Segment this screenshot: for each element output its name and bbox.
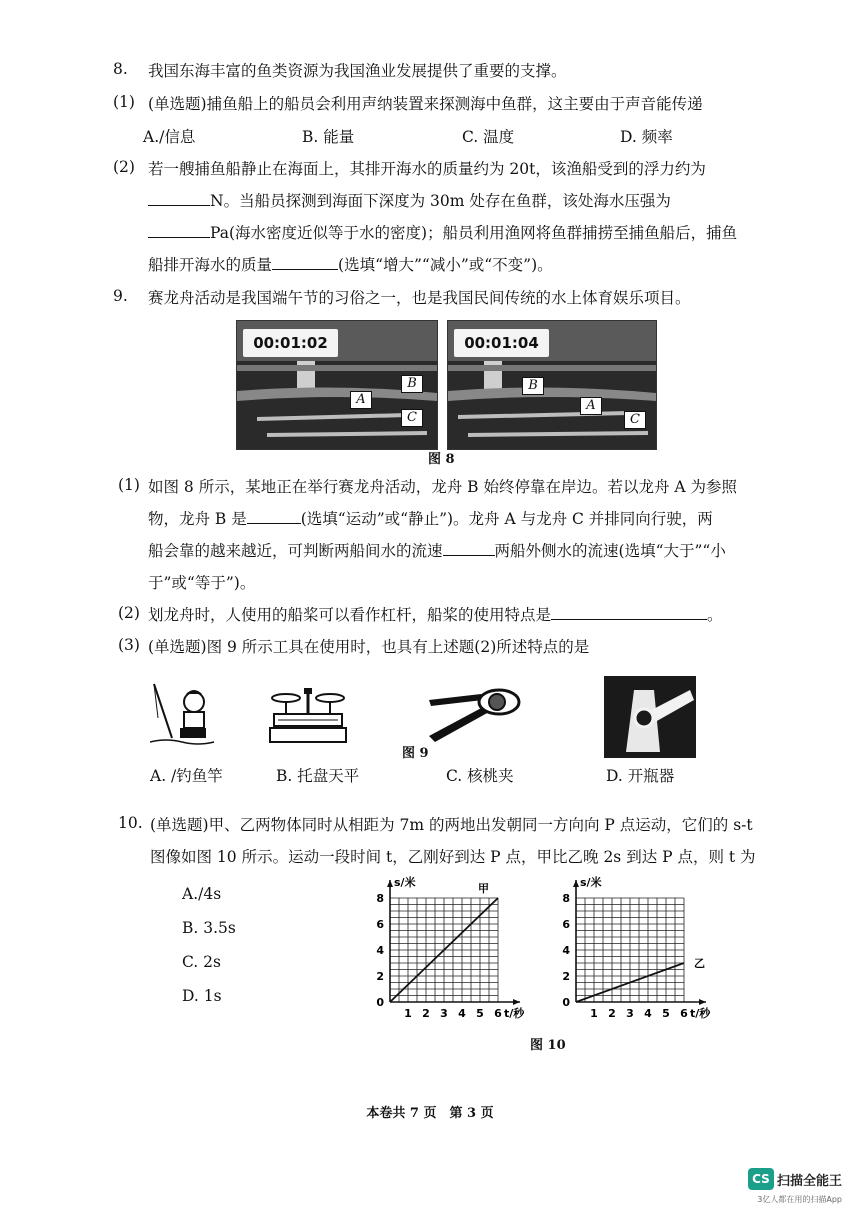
q9-1-line2b: (选填“运动”或“静止”)。龙舟 A 与龙舟 C 并排同向行驶，两	[300, 510, 713, 528]
x-tick-label: 3	[626, 1007, 634, 1020]
q9-2-number: (2)	[118, 604, 140, 622]
y-axis-label: s/米	[394, 876, 416, 889]
answer-blank[interactable]	[443, 540, 495, 556]
q8-1-option-a: A./信息	[143, 128, 196, 146]
q9-number: 9.	[113, 287, 128, 305]
q8-2-line4-text: 船排开海水的质量	[148, 256, 273, 274]
y-tick-label: 4	[376, 944, 384, 957]
answer-blank[interactable]	[148, 190, 210, 206]
answer-blank[interactable]	[148, 222, 210, 238]
y-tick-label: 4	[562, 944, 570, 957]
fig8-timestamp-right: 00:01:04	[454, 329, 549, 357]
y-tick-label: 6	[376, 918, 384, 931]
y-tick-label: 0	[376, 996, 384, 1009]
watermark-subtitle: 3亿人都在用的扫描App	[757, 1195, 842, 1204]
x-axis-arrow	[699, 999, 706, 1005]
series-name-label: 乙	[694, 957, 705, 970]
q9-1-line1: 如图 8 所示，某地正在举行赛龙舟活动，龙舟 B 始终停靠在岸边。若以龙舟 A 为参照	[148, 478, 738, 496]
st-chart-jia	[362, 872, 547, 1032]
q8-2-line4b-text: (选填“增大”“减小”或“不变”)。	[338, 256, 553, 274]
q9-1-line3b: 两船外侧水的流速(选填“大于”“小	[494, 542, 726, 560]
q8-1-option-d: D. 频率	[620, 128, 673, 146]
boat-label-c: C	[624, 411, 646, 429]
page-footer: 本卷共 7 页 第 3 页	[366, 1106, 494, 1121]
y-tick-label: 2	[562, 970, 570, 983]
balance-scale-icon	[268, 684, 348, 746]
x-tick-label: 3	[440, 1007, 448, 1020]
y-tick-label: 0	[562, 996, 570, 1009]
boat-label-b: B	[522, 377, 544, 395]
q10-line2: 图像如图 10 所示。运动一段时间 t，乙刚好到达 P 点，甲比乙晚 2s 到达 P 点，则 t 为	[150, 848, 756, 866]
q9-1-line4: 于”或“等于”)。	[148, 574, 256, 592]
q9-2-line	[148, 604, 723, 626]
scanner-logo-icon: CS	[748, 1168, 774, 1190]
q8-1-option-c: C. 温度	[462, 128, 515, 146]
q9-1-line2	[148, 508, 713, 530]
x-tick-label: 1	[590, 1007, 598, 1020]
x-axis-label: t/秒	[690, 1007, 711, 1020]
q8-2-line4	[148, 254, 553, 276]
q9-1-line3a: 船会靠的越来越近，可判断两船间水的流速	[148, 542, 443, 560]
x-tick-label: 5	[662, 1007, 670, 1020]
x-tick-label: 6	[680, 1007, 688, 1020]
q9-2-text: 划龙舟时，人使用的船桨可以看作杠杆，船桨的使用特点是	[148, 606, 552, 624]
q8-2-line3	[148, 222, 737, 244]
x-tick-label: 1	[404, 1007, 412, 1020]
y-tick-label: 2	[376, 970, 384, 983]
q9-3-text: (单选题)图 9 所示工具在使用时，也具有上述题(2)所述特点的是	[148, 638, 590, 656]
q8-1-option-b: B. 能量	[302, 128, 355, 146]
y-axis-label: s/米	[580, 876, 602, 889]
y-tick-label: 8	[376, 892, 384, 905]
nutcracker-icon	[425, 684, 521, 744]
y-axis-arrow	[387, 880, 393, 887]
q8-1-number: (1)	[113, 93, 135, 111]
q10-number: 10.	[118, 814, 143, 832]
q9-2-end: 。	[707, 606, 723, 624]
fig8-caption: 图 8	[428, 452, 455, 467]
series-name-label: 甲	[478, 882, 489, 895]
fig8-photo-left	[236, 320, 438, 450]
x-tick-label: 6	[494, 1007, 502, 1020]
answer-blank[interactable]	[551, 604, 707, 620]
q9-1-line2a: 物，龙舟 B 是	[148, 510, 247, 528]
q8-2-line2-text: N。当船员探测到海面下深度为 30m 处存在鱼群，该处海水压强为	[210, 192, 671, 210]
fishing-rod-icon	[150, 680, 216, 750]
x-tick-label: 4	[644, 1007, 652, 1020]
q8-2-line2	[148, 190, 671, 212]
q8-number: 8.	[113, 60, 128, 78]
q10-line1: (单选题)甲、乙两物体同时从相距为 7m 的两地出发朝同一方向向 P 点运动，它们的 s-t	[150, 816, 753, 834]
q9-1-line3	[148, 540, 726, 562]
scanner-watermark	[748, 1168, 842, 1204]
q9-3-option-b: B. 托盘天平	[276, 767, 360, 785]
st-chart-yi	[548, 872, 733, 1032]
boat-label-b: B	[401, 375, 423, 393]
x-tick-label: 2	[422, 1007, 430, 1020]
fig8-timestamp-left: 00:01:02	[243, 329, 338, 357]
q9-3-option-d: D. 开瓶器	[606, 767, 675, 785]
q10-option-c: C. 2s	[182, 953, 221, 971]
boat-label-a: A	[580, 397, 602, 415]
y-tick-label: 8	[562, 892, 570, 905]
q8-1-text: (单选题)捕鱼船上的船员会利用声纳装置来探测海中鱼群，这主要由于声音能传递	[148, 95, 703, 113]
fig10-caption: 图 10	[530, 1038, 566, 1053]
answer-blank[interactable]	[247, 508, 301, 524]
q8-2-line3-text: Pa(海水密度近似等于水的密度)；船员利用渔网将鱼群捕捞至捕鱼船后，捕鱼	[210, 224, 738, 242]
fig9-caption: 图 9	[402, 746, 429, 761]
bottle-opener-icon	[604, 676, 696, 758]
fig8-photo-right	[447, 320, 657, 450]
x-axis-arrow	[513, 999, 520, 1005]
y-tick-label: 6	[562, 918, 570, 931]
q8-stem: 我国东海丰富的鱼类资源为我国渔业发展提供了重要的支撑。	[148, 62, 567, 80]
boat-label-c: C	[401, 409, 423, 427]
x-tick-label: 5	[476, 1007, 484, 1020]
q10-option-d: D. 1s	[182, 987, 222, 1005]
answer-blank[interactable]	[272, 254, 338, 270]
q8-2-line1: 若一艘捕鱼船静止在海面上，其排开海水的质量约为 20t，该渔船受到的浮力约为	[148, 160, 706, 178]
watermark-title: 扫描全能王	[776, 1173, 842, 1189]
q9-stem: 赛龙舟活动是我国端午节的习俗之一，也是我国民间传统的水上体育娱乐项目。	[148, 289, 691, 307]
q9-3-option-a: A. /钓鱼竿	[150, 767, 223, 785]
q8-2-number: (2)	[113, 158, 135, 176]
q9-1-number: (1)	[118, 476, 140, 494]
boat-label-a: A	[350, 391, 372, 409]
x-tick-label: 4	[458, 1007, 466, 1020]
x-tick-label: 2	[608, 1007, 616, 1020]
x-axis-label: t/秒	[504, 1007, 525, 1020]
q9-3-option-c: C. 核桃夹	[446, 767, 514, 785]
q9-3-number: (3)	[118, 636, 140, 654]
q10-option-b: B. 3.5s	[182, 919, 236, 937]
q10-option-a: A./4s	[182, 885, 222, 903]
y-axis-arrow	[573, 880, 579, 887]
